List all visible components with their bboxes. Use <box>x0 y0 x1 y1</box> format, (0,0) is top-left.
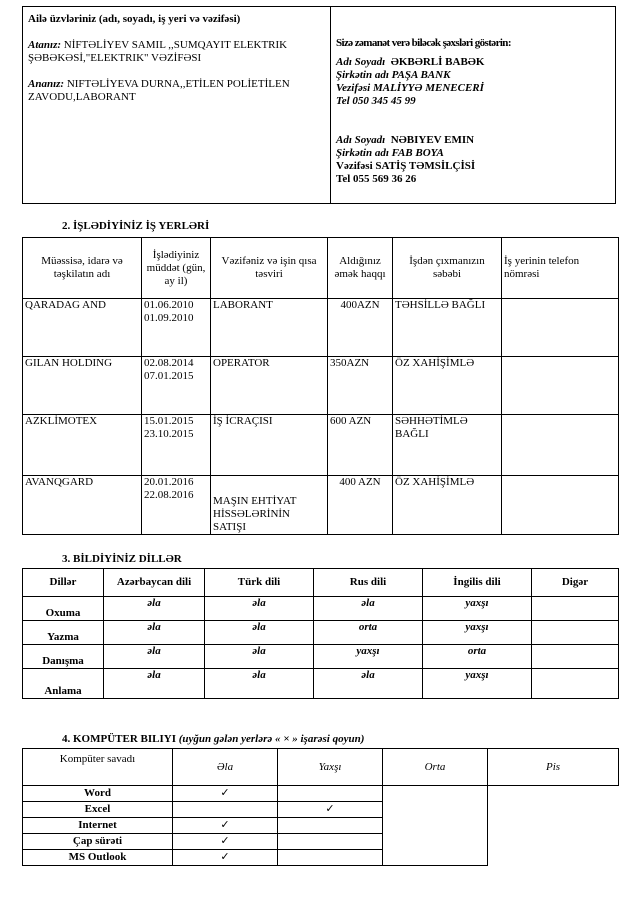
check-icon: ✓ <box>220 818 230 831</box>
comp-skill-label: MS Outlook <box>23 850 173 866</box>
work-org: QARADAG AND <box>23 299 142 357</box>
father-info <box>28 39 325 65</box>
work-period <box>142 357 211 415</box>
lang-header-dillər: Dillər <box>23 569 104 597</box>
table-row <box>23 357 619 415</box>
mother-info <box>28 78 325 104</box>
comp-header-average: Orta <box>383 749 488 786</box>
comp-mark <box>383 802 488 818</box>
computer-title-bold: 4. KOMPÜTER BILIYI <box>62 733 176 745</box>
comp-skill-label: Çap sürəti <box>23 834 173 850</box>
languages-table <box>22 568 619 699</box>
computer-header-row <box>23 749 619 786</box>
comp-header-poor: Pis <box>488 749 619 786</box>
table-row <box>23 476 619 535</box>
references-cell <box>331 7 616 204</box>
comp-mark <box>488 818 619 834</box>
computer-skills-table <box>22 748 619 866</box>
work-end: 22.08.2016 <box>144 489 194 501</box>
lang-level: orta <box>314 621 423 645</box>
lang-level: əla <box>104 621 205 645</box>
lang-level: əla <box>104 669 205 699</box>
lang-level <box>532 597 619 621</box>
lang-level: əla <box>205 597 314 621</box>
ref2-phone: Tel 055 569 36 26 <box>336 173 417 185</box>
ref1-company: Şirkətin adı PAŞA BANK <box>336 69 451 81</box>
lang-skill-label: Anlama <box>23 669 104 699</box>
table-row <box>23 802 619 818</box>
work-header-period: İşlədiyiniz müddət (gün, ay il) <box>142 238 211 299</box>
lang-skill-label: Danışma <box>23 645 104 669</box>
lang-level: yaxşı <box>314 645 423 669</box>
work-start: 01.06.2010 <box>144 299 194 311</box>
comp-mark <box>383 818 488 834</box>
work-end: 23.10.2015 <box>144 428 194 440</box>
work-period <box>142 415 211 476</box>
lang-header-azerbaijani: Azərbaycan dili <box>104 569 205 597</box>
work-reason: TƏHSİLLƏ BAĞLI <box>393 299 502 357</box>
lang-level: əla <box>205 621 314 645</box>
check-icon: ✓ <box>220 850 230 863</box>
table-row <box>23 669 619 699</box>
comp-mark <box>488 786 619 802</box>
lang-level: yaxşı <box>423 597 532 621</box>
ref2-position: Vəzifəsi SATİŞ TƏMSİLÇİSİ <box>336 160 476 172</box>
comp-mark <box>278 786 383 802</box>
workplaces-header-row <box>23 238 619 299</box>
comp-skill-label: Internet <box>23 818 173 834</box>
comp-mark <box>488 834 619 850</box>
comp-mark <box>278 850 383 866</box>
table-row <box>23 645 619 669</box>
comp-skill-label: Word <box>23 786 173 802</box>
comp-mark <box>278 802 383 818</box>
lang-header-turkish: Türk dili <box>205 569 314 597</box>
workplaces-table <box>22 237 619 535</box>
check-icon: ✓ <box>220 786 230 799</box>
comp-mark <box>173 786 278 802</box>
work-start: 15.01.2015 <box>144 415 194 427</box>
ref1-name-label: Adı Soyadı <box>336 56 386 68</box>
lang-level: əla <box>314 669 423 699</box>
ref1-position: Vezifəsi MALİYYƏ MENECERİ <box>336 82 484 94</box>
father-text: NİFTƏLİYEV SAMIL ,,SUMQAYIT ELEKTRIK ŞƏBƏKƏSİ,"ELEKTRIK" VƏZİFƏSI <box>28 39 288 64</box>
check-icon: ✓ <box>220 834 230 847</box>
lang-skill-label: Yazma <box>23 621 104 645</box>
ref2-name: NƏBIYEV EMIN <box>390 134 475 146</box>
work-start: 02.08.2014 <box>144 357 194 369</box>
comp-mark <box>173 850 278 866</box>
ref1-name: ƏKBƏRLİ BABƏK <box>390 56 485 68</box>
work-salary: 400 AZN <box>328 476 393 535</box>
references-heading: Sizə zəmanət verə biləcək şəxsləri göstərin: <box>336 37 511 49</box>
work-header-position: Vəzifəniz və işin qısa təsviri <box>211 238 328 299</box>
work-period <box>142 476 211 535</box>
lang-level: orta <box>423 645 532 669</box>
work-phone <box>502 415 619 476</box>
work-phone <box>502 299 619 357</box>
lang-level: əla <box>314 597 423 621</box>
lang-level <box>532 669 619 699</box>
mother-text: NIFTƏLİYEVA DURNA,,ETİLEN POLİETİLEN ZAVODU,LABORANT <box>28 78 290 103</box>
comp-mark <box>488 850 619 866</box>
lang-level: əla <box>205 645 314 669</box>
table-row <box>23 415 619 476</box>
table-row <box>23 786 619 802</box>
workplaces-section-title: 2. İŞLƏDİYİNİZ İŞ YERLƏRİ <box>62 220 210 232</box>
lang-header-other: Digər <box>532 569 619 597</box>
table-row <box>23 621 619 645</box>
work-end: 01.09.2010 <box>144 312 194 324</box>
lang-level: yaxşı <box>423 669 532 699</box>
table-row <box>23 834 619 850</box>
work-org: AZKLİMOTEX <box>23 415 142 476</box>
work-position: LABORANT <box>211 299 328 357</box>
work-salary: 400AZN <box>328 299 393 357</box>
comp-header-skill: Kompüter savadı <box>23 749 173 786</box>
table-row <box>23 597 619 621</box>
work-org: GILAN HOLDING <box>23 357 142 415</box>
lang-level: əla <box>205 669 314 699</box>
work-start: 20.01.2016 <box>144 476 194 488</box>
comp-mark <box>278 834 383 850</box>
work-org: AVANQGARD <box>23 476 142 535</box>
lang-header-english: İngilis dili <box>423 569 532 597</box>
comp-mark <box>383 850 488 866</box>
languages-section-title: 3. BİLDİYİNİZ DİLLƏR <box>62 553 182 565</box>
work-reason: ÖZ XAHİŞİMLƏ <box>393 357 502 415</box>
family-cell <box>23 7 331 204</box>
comp-mark <box>383 786 488 802</box>
comp-mark <box>173 802 278 818</box>
comp-mark <box>173 818 278 834</box>
work-position: OPERATOR <box>211 357 328 415</box>
family-heading: Ailə üzvləriniz (adı, soyadı, iş yeri və vəzifəsi) <box>28 13 241 25</box>
table-row <box>23 299 619 357</box>
work-salary: 350AZN <box>328 357 393 415</box>
comp-header-good: Yaxşı <box>278 749 383 786</box>
reference-1 <box>336 56 610 108</box>
work-phone <box>502 357 619 415</box>
comp-header-excellent: Əla <box>173 749 278 786</box>
work-header-phone: İş yerinin telefon nömrəsi <box>502 238 619 299</box>
table-row <box>23 818 619 834</box>
work-header-reason: İşdən çıxmanızın səbəbi <box>393 238 502 299</box>
work-end: 07.01.2015 <box>144 370 194 382</box>
lang-header-russian: Rus dili <box>314 569 423 597</box>
comp-mark <box>278 818 383 834</box>
lang-level: əla <box>104 597 205 621</box>
lang-level: yaxşı <box>423 621 532 645</box>
work-header-org: Müəssisə, idarə və təşkilatın adı <box>23 238 142 299</box>
lang-skill-label: Oxuma <box>23 597 104 621</box>
mother-label: Ananız: <box>28 78 65 90</box>
work-position: İŞ İCRAÇISI <box>211 415 328 476</box>
computer-title-note: (uyğun gələn yerlərə « × » işarəsi qoyun) <box>176 733 365 745</box>
ref1-phone: Tel 050 345 45 99 <box>336 95 416 107</box>
ref2-name-label: Adı Soyadı <box>336 134 386 146</box>
lang-level <box>532 621 619 645</box>
comp-skill-label: Excel <box>23 802 173 818</box>
comp-mark <box>383 834 488 850</box>
work-position: MAŞIN EHTİYAT HİSSƏLƏRİNİN SATIŞI <box>211 476 328 535</box>
lang-level <box>532 645 619 669</box>
work-salary: 600 AZN <box>328 415 393 476</box>
family-references-table <box>22 6 616 204</box>
languages-header-row <box>23 569 619 597</box>
work-reason: ÖZ XAHİŞİMLƏ <box>393 476 502 535</box>
work-period <box>142 299 211 357</box>
work-reason: SƏHHƏTİMLƏ BAĞLI <box>393 415 502 476</box>
computer-section-title <box>62 733 364 745</box>
father-label: Atanız: <box>28 39 62 51</box>
work-phone <box>502 476 619 535</box>
comp-mark <box>488 802 619 818</box>
comp-mark <box>173 834 278 850</box>
lang-level: əla <box>104 645 205 669</box>
check-icon: ✓ <box>325 802 335 815</box>
ref2-company: Şirkətin adı FAB BOYA <box>336 147 444 159</box>
work-header-salary: Aldığınız əmək haqqı <box>328 238 393 299</box>
reference-2 <box>336 134 610 186</box>
table-row <box>23 850 619 866</box>
